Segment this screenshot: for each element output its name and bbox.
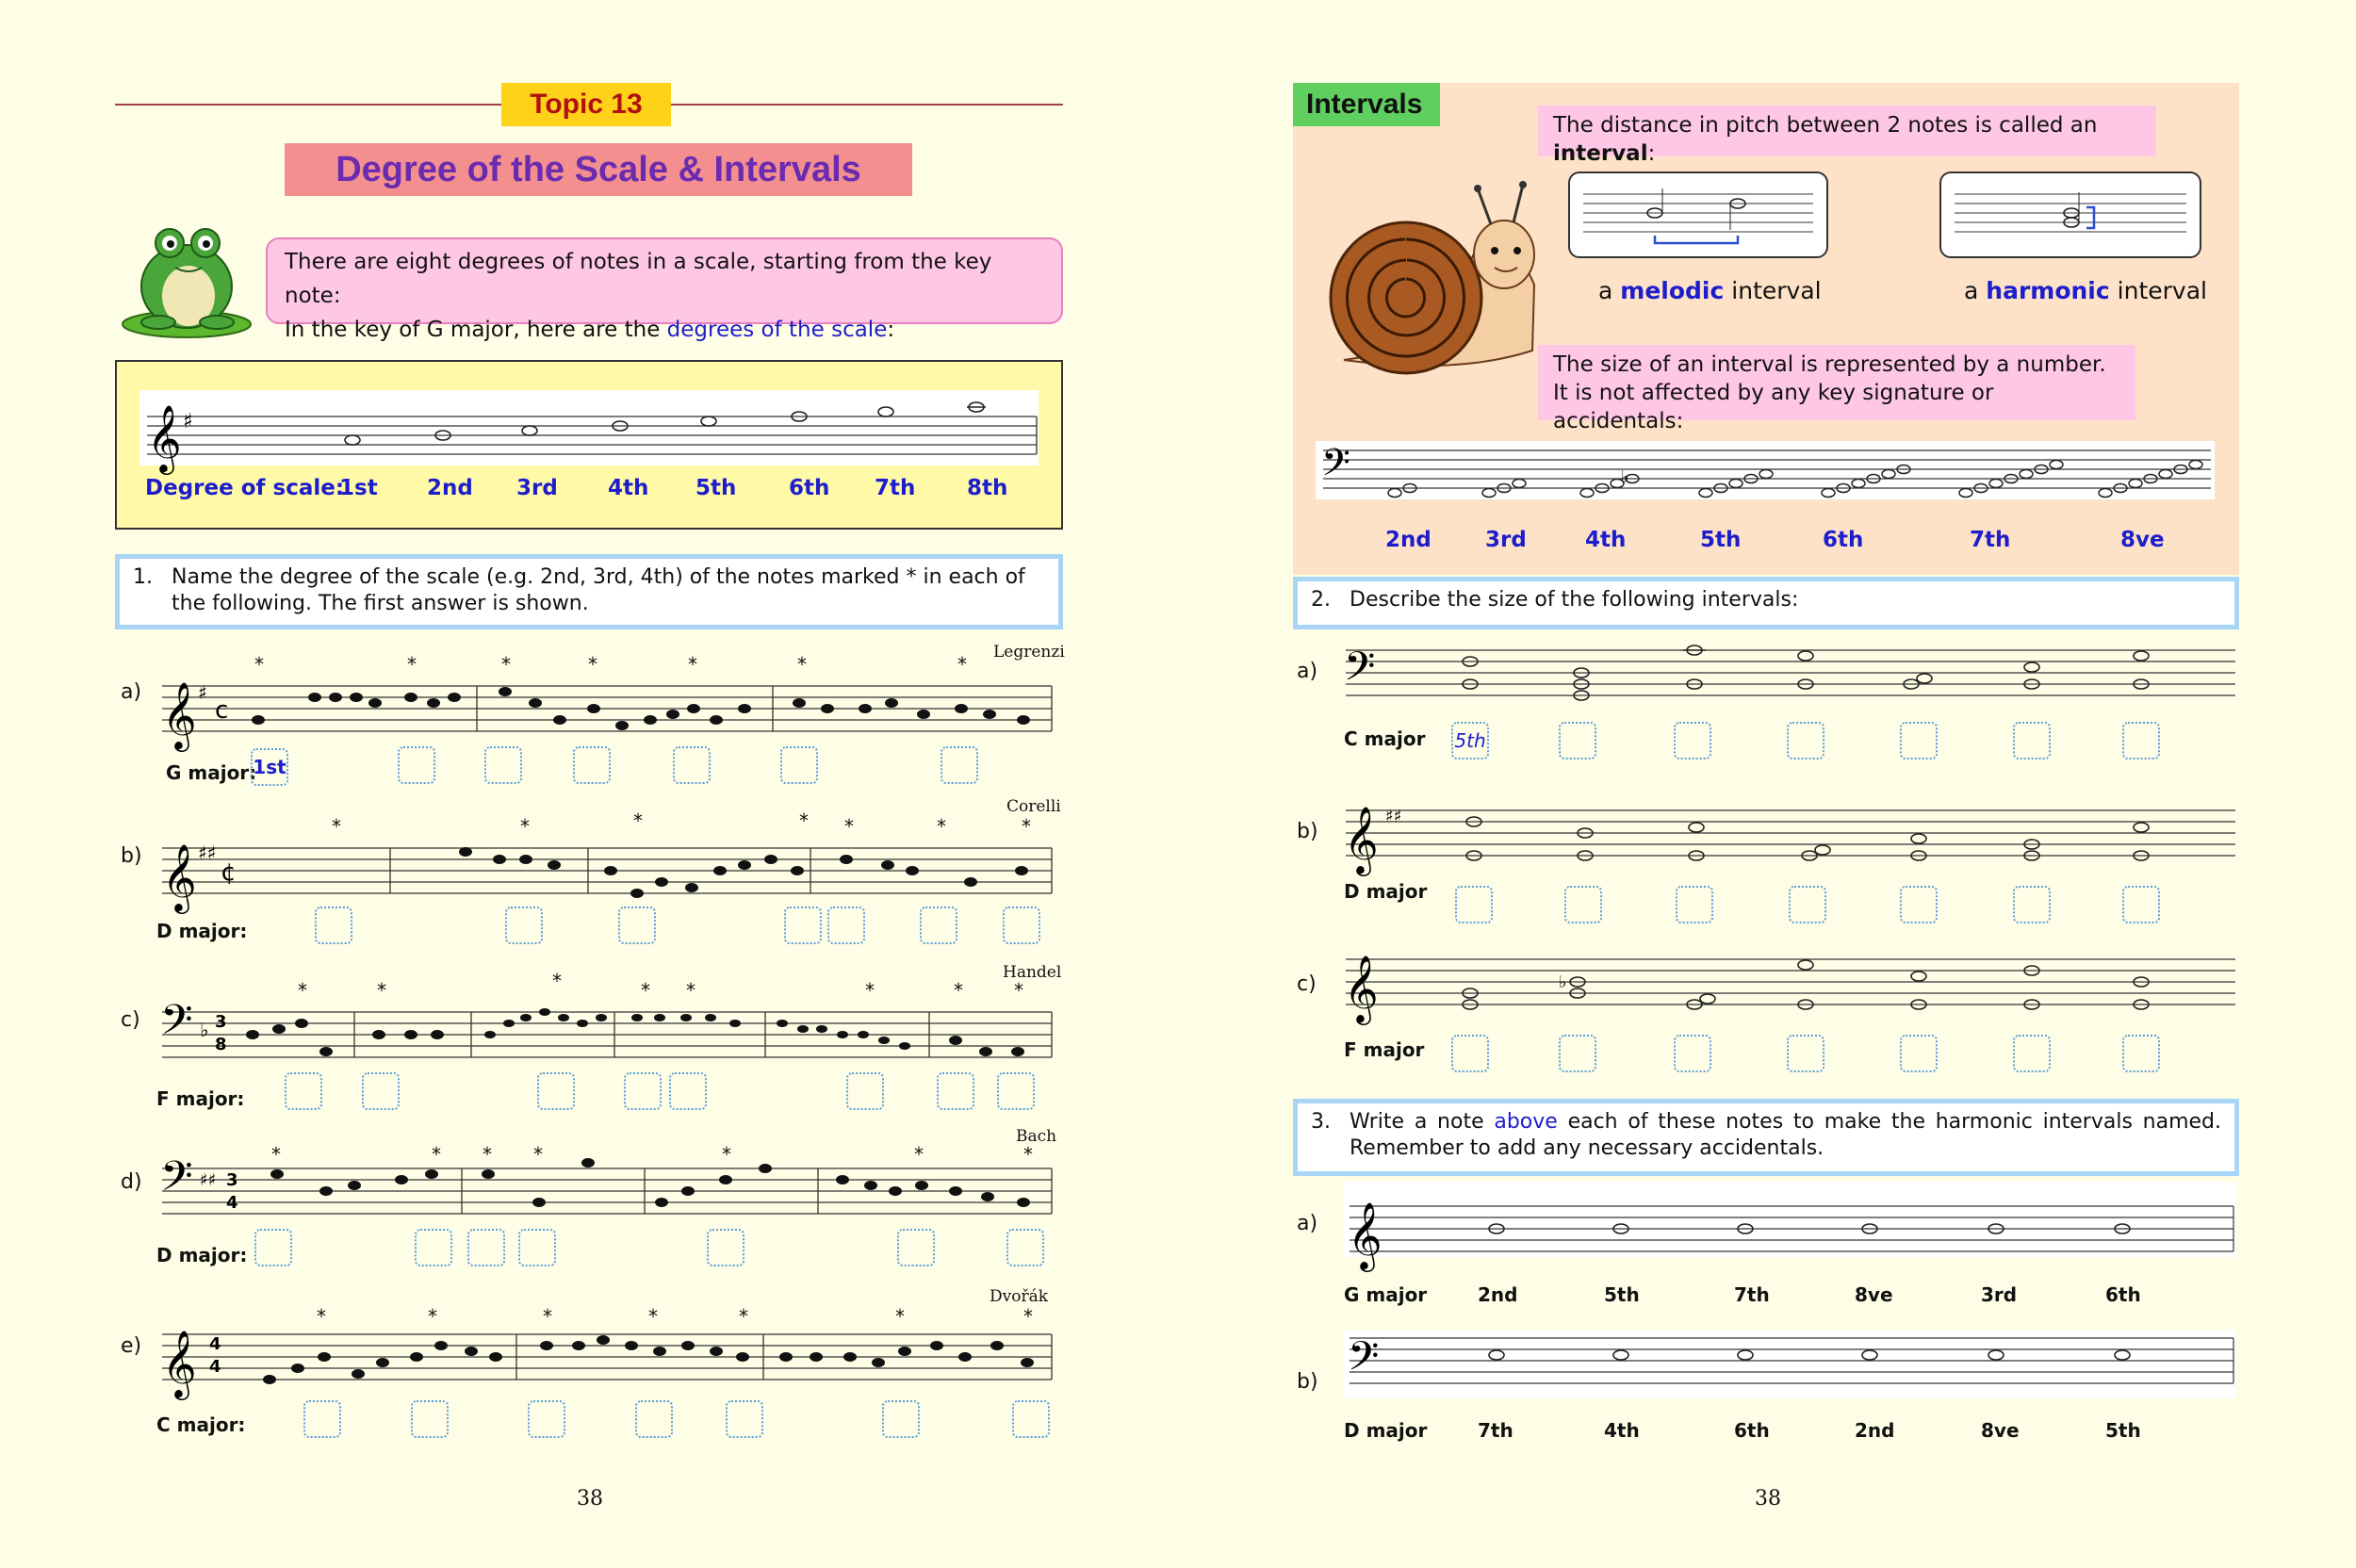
svg-text:♯♯: ♯♯	[1385, 807, 1402, 826]
answer-box[interactable]	[518, 1229, 556, 1266]
row-b-letter: b)	[121, 844, 142, 868]
q2-text: Describe the size of the following intervals:	[1350, 588, 1799, 612]
row-c-key: F major:	[156, 1087, 245, 1110]
answer-box[interactable]	[707, 1229, 744, 1266]
svg-text:*: *	[914, 1143, 924, 1166]
answer-box[interactable]	[882, 1400, 920, 1438]
interval-3rd: 3rd	[1485, 528, 1527, 552]
degree-1st: 1st	[339, 476, 378, 500]
svg-text:♯♯: ♯♯	[198, 841, 217, 864]
answer-box[interactable]	[618, 906, 656, 944]
svg-text:*: *	[1022, 815, 1031, 838]
svg-text:♭: ♭	[1621, 467, 1629, 487]
svg-text:𝄞: 𝄞	[1344, 954, 1379, 1022]
q3-row-a-key: G major	[1344, 1283, 1428, 1306]
svg-text:*: *	[298, 979, 307, 1002]
svg-text:𝄞: 𝄞	[1348, 1200, 1383, 1269]
q3-number: 3.	[1311, 1110, 1331, 1134]
answer-box[interactable]	[528, 1400, 565, 1438]
svg-text:*: *	[588, 653, 597, 676]
q3-row-a-interval: 6th	[2105, 1283, 2141, 1306]
page-title: Degree of the Scale & Intervals	[285, 143, 912, 196]
q2-row-a-letter: a)	[1297, 660, 1318, 683]
topic-tag: Topic 13	[501, 83, 671, 126]
interval-definition: The distance in pitch between 2 notes is called an interval:	[1538, 106, 2156, 156]
answer-box[interactable]: 1st	[251, 748, 288, 786]
answer-box[interactable]	[467, 1229, 505, 1266]
svg-text:*: *	[722, 1143, 731, 1166]
svg-text:*: *	[407, 653, 417, 676]
svg-text:*: *	[957, 653, 967, 676]
interval-size-note: The size of an interval is represented by a number. It is not affected by any key signature or accidentals:	[1538, 345, 2135, 420]
composer-corelli: Corelli	[1006, 797, 1061, 816]
svg-text:*: *	[799, 809, 809, 832]
answer-box[interactable]	[669, 1072, 707, 1110]
svg-text:𝄢: 𝄢	[1344, 644, 1376, 700]
interval-8ve: 8ve	[2120, 528, 2165, 552]
row-e-letter: e)	[121, 1334, 142, 1358]
row-d-letter: d)	[121, 1170, 142, 1194]
svg-text:♯: ♯	[183, 410, 193, 433]
interval-7th: 7th	[1970, 528, 2011, 552]
answer-box[interactable]	[846, 1072, 884, 1110]
svg-text:3: 3	[226, 1170, 238, 1190]
q3-row-b-interval: 8ve	[1981, 1419, 2020, 1442]
answer-box[interactable]	[411, 1400, 449, 1438]
answer-box[interactable]	[315, 906, 352, 944]
interval-4th: 4th	[1585, 528, 1627, 552]
answer-box[interactable]	[827, 906, 865, 944]
answer-box[interactable]	[537, 1072, 575, 1110]
composer-legrenzi: Legrenzi	[993, 643, 1065, 662]
svg-text:♭: ♭	[200, 1019, 209, 1041]
svg-text:*: *	[377, 979, 386, 1002]
page-number: 38	[577, 1487, 603, 1511]
q3-row-a-interval: 5th	[1604, 1283, 1640, 1306]
q2-row-c-letter: c)	[1297, 972, 1317, 996]
degree-2nd: 2nd	[427, 476, 473, 500]
answer-box[interactable]	[780, 746, 818, 784]
interval-2nd: 2nd	[1385, 528, 1432, 552]
degree-6th: 6th	[789, 476, 830, 500]
q3-row-a-interval: 3rd	[1981, 1283, 2018, 1306]
answer-box[interactable]	[362, 1072, 400, 1110]
svg-text:*: *	[1023, 1305, 1033, 1328]
degree-4th: 4th	[608, 476, 649, 500]
degree-5th: 5th	[695, 476, 737, 500]
answer-box[interactable]	[920, 906, 957, 944]
answer-box[interactable]	[398, 746, 435, 784]
answer-box[interactable]	[303, 1400, 341, 1438]
svg-text:¢: ¢	[221, 858, 237, 887]
answer-box[interactable]	[1003, 906, 1040, 944]
q3-row-b-interval: 6th	[1734, 1419, 1770, 1442]
svg-text:*: *	[954, 979, 963, 1002]
q2-number: 2.	[1311, 588, 1331, 612]
q1-text: Name the degree of the scale (e.g. 2nd, 3rd, 4th) of the notes marked * in each of the following. The first answer is shown.	[172, 565, 1025, 615]
intervals-tag: Intervals	[1293, 83, 1440, 126]
row-a-key: G major:	[166, 761, 257, 784]
svg-text:𝄢: 𝄢	[160, 1152, 193, 1211]
q3-row-b-interval: 5th	[2105, 1419, 2141, 1442]
svg-text:*: *	[797, 653, 807, 676]
answer-box[interactable]	[285, 1072, 322, 1110]
svg-text:*: *	[937, 815, 946, 838]
svg-text:*: *	[332, 815, 341, 838]
q3-row-b-letter: b)	[1297, 1370, 1318, 1394]
degree-8th: 8th	[967, 476, 1008, 500]
answer-box[interactable]	[941, 746, 978, 784]
svg-text:*: *	[633, 809, 643, 832]
composer-handel: Handel	[1003, 963, 1062, 982]
row-a-letter: a)	[121, 680, 142, 704]
right-page	[1178, 0, 2356, 1568]
svg-text:*: *	[432, 1143, 441, 1166]
q3-row-a-interval: 8ve	[1855, 1283, 1893, 1306]
svg-text:♯♯: ♯♯	[200, 1170, 217, 1190]
answer-box[interactable]	[624, 1072, 662, 1110]
answer-box[interactable]	[505, 906, 543, 944]
answer-box[interactable]	[635, 1400, 673, 1438]
harmonic-caption: a harmonic interval	[1964, 277, 2207, 304]
q2-row-a-key: C major	[1344, 727, 1426, 750]
svg-text:*: *	[1014, 979, 1023, 1002]
svg-text:*: *	[739, 1305, 748, 1328]
svg-text:*: *	[271, 1143, 281, 1166]
q1-number: 1.	[133, 565, 153, 589]
answer-box[interactable]	[415, 1229, 452, 1266]
svg-text:4: 4	[209, 1334, 221, 1354]
row-d-key: D major:	[156, 1244, 248, 1266]
q3-row-a-interval: 2nd	[1478, 1283, 1518, 1306]
svg-text:*: *	[686, 979, 695, 1002]
intro-line-2: In the key of G major, here are the degrees of the scale:	[285, 318, 895, 342]
melodic-caption: a melodic interval	[1598, 277, 1822, 304]
answer-box[interactable]	[254, 1229, 292, 1266]
svg-text:♭: ♭	[1559, 972, 1567, 992]
svg-text:*: *	[844, 815, 854, 838]
svg-text:*: *	[428, 1305, 437, 1328]
svg-text:*: *	[552, 970, 562, 992]
answer-box[interactable]	[784, 906, 822, 944]
svg-text:𝄞: 𝄞	[162, 1329, 197, 1397]
svg-text:*: *	[865, 979, 875, 1002]
degree-label: Degree of scale:	[145, 476, 345, 500]
svg-text:3: 3	[215, 1012, 227, 1032]
svg-text:𝄞: 𝄞	[1344, 805, 1379, 874]
q2-row-b-key: D major	[1344, 880, 1428, 903]
answer-box[interactable]	[573, 746, 611, 784]
svg-text:*: *	[317, 1305, 326, 1328]
svg-text:𝄢: 𝄢	[160, 995, 193, 1054]
svg-text:𝄞: 𝄞	[162, 842, 197, 911]
svg-text:c: c	[215, 696, 229, 725]
svg-text:*: *	[520, 815, 530, 838]
svg-text:*: *	[543, 1305, 552, 1328]
svg-text:*: *	[483, 1143, 492, 1166]
answer-box[interactable]	[897, 1229, 935, 1266]
q3-row-a-interval: 7th	[1734, 1283, 1770, 1306]
bass-clef-icon: 𝄢	[1321, 441, 1350, 494]
degree-3rd: 3rd	[516, 476, 558, 500]
q3-row-b-interval: 4th	[1604, 1419, 1640, 1442]
degree-7th: 7th	[875, 476, 916, 500]
q3-row-a-letter: a)	[1297, 1212, 1318, 1235]
q3-row-b-key: D major	[1344, 1419, 1428, 1442]
answer-box[interactable]	[484, 746, 522, 784]
svg-text:*: *	[1023, 1143, 1033, 1166]
interval-5th: 5th	[1700, 528, 1742, 552]
svg-text:*: *	[501, 653, 511, 676]
svg-text:♯: ♯	[198, 681, 207, 704]
svg-text:𝄞: 𝄞	[162, 680, 197, 749]
composer-bach: Bach	[1016, 1127, 1057, 1146]
row-c-letter: c)	[121, 1008, 140, 1032]
answer-box[interactable]	[673, 746, 711, 784]
svg-text:8: 8	[215, 1035, 227, 1054]
q3-text: Write a note above each of these notes to make the harmonic intervals named. Remember to add any necessary accidentals.	[1350, 1110, 2222, 1160]
composer-dvorak: Dvořák	[990, 1287, 1049, 1306]
treble-clef-icon: 𝄞	[147, 403, 182, 472]
intro-line-1: There are eight degrees of notes in a scale, starting from the key note:	[285, 250, 992, 308]
q2-row-b-letter: b)	[1297, 820, 1318, 843]
q2-row-c-key: F major	[1344, 1038, 1425, 1061]
q3-row-b-interval: 7th	[1478, 1419, 1513, 1442]
interval-6th: 6th	[1823, 528, 1864, 552]
page-number: 38	[1755, 1487, 1781, 1511]
svg-text:*: *	[641, 979, 650, 1002]
answer-box[interactable]	[997, 1072, 1035, 1110]
answer-box[interactable]	[1012, 1400, 1050, 1438]
row-e-key: C major:	[156, 1413, 246, 1436]
answer-box[interactable]	[1006, 1229, 1044, 1266]
svg-text:4: 4	[226, 1193, 238, 1213]
svg-text:𝄢: 𝄢	[1348, 1333, 1380, 1390]
svg-text:*: *	[688, 653, 697, 676]
q3-notation	[1178, 0, 2356, 1568]
svg-text:*: *	[533, 1143, 543, 1166]
answer-box[interactable]	[937, 1072, 974, 1110]
svg-text:4: 4	[209, 1357, 221, 1377]
svg-text:*: *	[254, 653, 264, 676]
answer-box[interactable]: 5th	[1451, 722, 1489, 760]
q3-row-b-interval: 2nd	[1855, 1419, 1895, 1442]
row-b-key: D major:	[156, 920, 248, 942]
svg-text:*: *	[648, 1305, 658, 1328]
svg-text:*: *	[895, 1305, 905, 1328]
answer-box[interactable]	[726, 1400, 763, 1438]
